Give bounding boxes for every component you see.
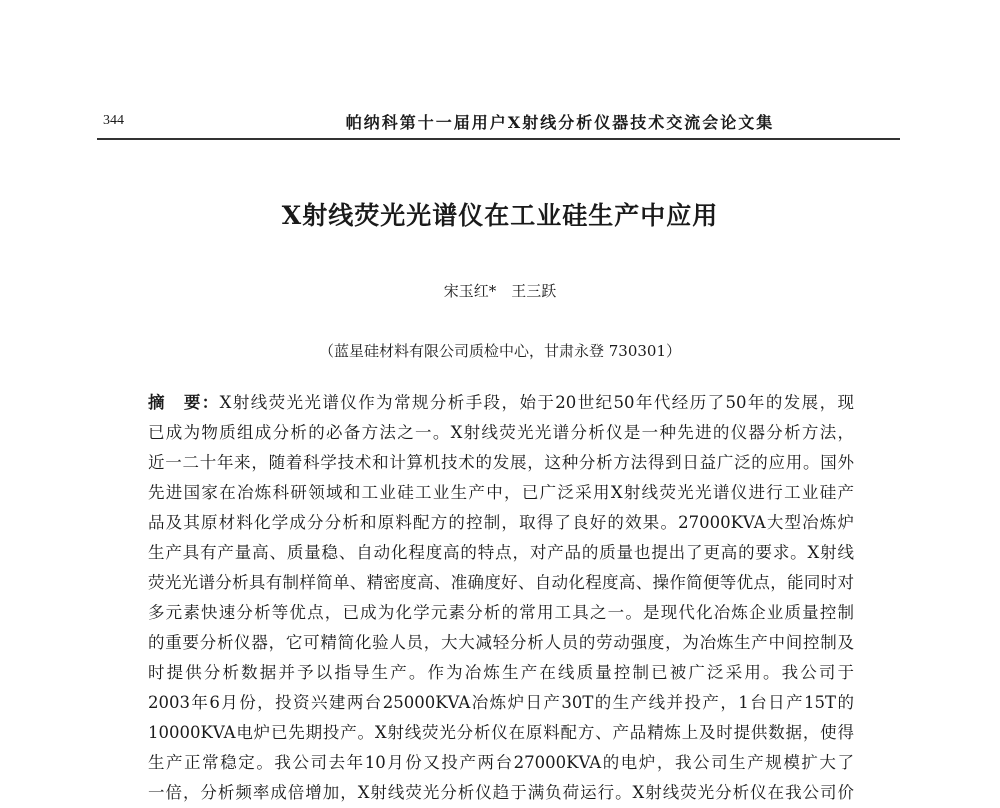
affiliation: （蓝星硅材料有限公司质检中心，甘肃永登 730301）: [318, 342, 682, 360]
abstract-line: [148, 748, 854, 778]
abstract-line: [148, 778, 854, 808]
abstract-line: [148, 658, 854, 688]
abstract-text: 多元素快速分析等优点，已成为化学元素分析的常用工具之一。是现代化冶炼企业质量控制: [148, 603, 854, 622]
header-rule: [97, 138, 900, 140]
abstract-text: 生产具有产量高、质量稳、自动化程度高的特点，对产品的质量也提出了更高的要求。X射线: [148, 543, 854, 562]
abstract-text: 的重要分析仪器，它可精简化验人员，大大减轻分析人员的劳动强度，为冶炼生产中间控制及: [148, 633, 854, 652]
abstract-label: 摘 要：: [148, 393, 220, 412]
abstract-line: [148, 448, 854, 478]
abstract-line: [148, 538, 854, 568]
abstract-text: 近一二十年来，随着科学技术和计算机技术的发展，这种分析方法得到日益广泛的应用。国外: [148, 453, 854, 472]
abstract-line: [148, 388, 854, 418]
abstract-text: X射线荧光光谱仪作为常规分析手段，始于20世纪50年代经历了50年的发展，现: [219, 393, 854, 412]
abstract-text: 品及其原材料化学成分分析和原料配方的控制，取得了良好的效果。27000KVA大型冶炼炉: [148, 513, 854, 532]
abstract-line: [148, 628, 854, 658]
abstract-text: 荧光光谱分析具有制样简单、精密度高、准确度好、自动化程度高、操作简便等优点，能同时对: [148, 573, 854, 592]
abstract-text: 生产正常稳定。我公司去年10月份又投产两台27000KVA的电炉，我公司生产规模扩大了: [148, 753, 854, 772]
abstract-line: [148, 718, 854, 748]
abstract-text: 一倍，分析频率成倍增加，X射线荧光分析仪趋于满负荷运行。X射线荧光分析仪在我公司价: [148, 783, 854, 802]
abstract: [148, 388, 854, 808]
abstract-text: 先进国家在冶炼科研领域和工业硅工业生产中，已广泛采用X射线荧光光谱仪进行工业硅产: [148, 483, 854, 502]
abstract-line: [148, 568, 854, 598]
abstract-text: 2003年6月份，投资兴建两台25000KVA冶炼炉日产30T的生产线并投产，1台日产15T的: [148, 693, 854, 712]
abstract-line: [148, 688, 854, 718]
abstract-text: 时提供分析数据并予以指导生产。作为冶炼生产在线质量控制已被广泛采用。我公司于: [148, 663, 854, 682]
abstract-text: 10000KVA电炉已先期投产。X射线荧光分析仪在原料配方、产品精炼上及时提供数据，使得: [148, 723, 854, 742]
page-number: 344: [103, 113, 124, 128]
abstract-line: [148, 418, 854, 448]
abstract-line: [148, 478, 854, 508]
abstract-text: 已成为物质组成分析的必备方法之一。X射线荧光光谱分析仪是一种先进的仪器分析方法，: [148, 423, 854, 442]
abstract-line: [148, 508, 854, 538]
authors: 宋玉红* 王三跃: [443, 282, 557, 300]
running-header: 帕纳科第十一届用户X射线分析仪器技术交流会论文集: [345, 113, 775, 132]
abstract-line: [148, 598, 854, 628]
article-title: X射线荧光光谱仪在工业硅生产中应用: [281, 201, 719, 230]
